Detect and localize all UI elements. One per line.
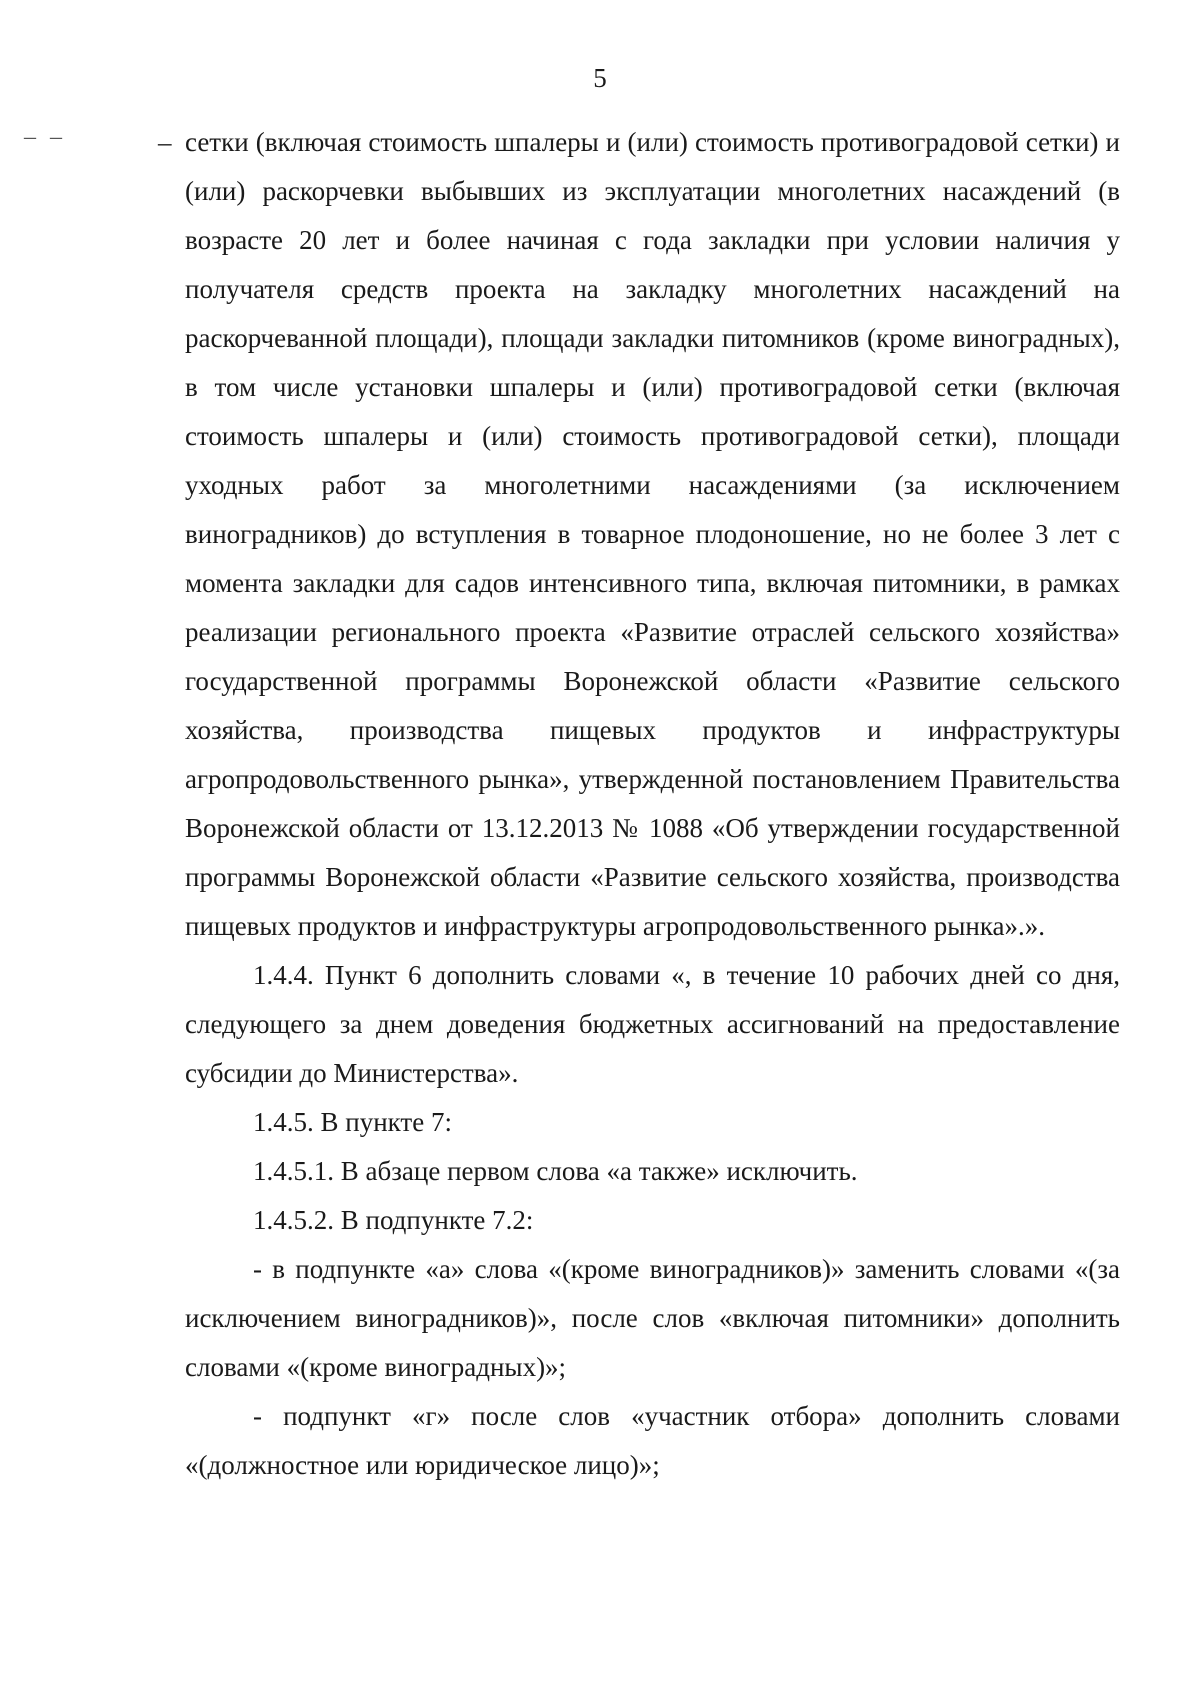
paragraph-continuation: сетки (включая стоимость шпалеры и (или) стоимость противоградовой сетки) и (или) раскорчевки выбывших из эксплуатации многолетних насаждений (в возрасте 20 лет и более начиная с года закладки при условии наличия у получателя средств проекта на закладку многолетних насаждений на раскорчеванной площади), площади закладки питомников (кроме виноградных), в том числе установки шпалеры и (или) противоградовой сетки (включая стоимость шпалеры и (или) стоимость противоградовой сетки), площади уходных работ за многолетними насаждениями (за исключением виноградников) до вступления в товарное плодоношение, но не более 3 лет с момента закладки для садов интенсивного типа, включая питомники, в рамках реализации регионального проекта «Развитие отраслей сельского хозяйства» государственной программы Воронежской области «Развитие сельского хозяйства, производства пищевых продуктов и инфраструктуры агропродовольственного рынка», утвержденной постановлением Правительства Воронежской области от 13.12.2013 № 1088 «Об утверждении государственной программы Воронежской области «Развитие сельского хозяйства, производства пищевых продуктов и инфраструктуры агропродовольственного рынка».». <box>185 127 1120 941</box>
document-body <box>158 118 1120 1490</box>
paragraph-subpoint-a: - в подпункте «а» слова «(кроме виноградников)» заменить словами «(за исключением виноградников)», после слов «включая питомники» дополнить словами «(кроме виноградных)»; <box>185 1254 1120 1382</box>
margin-mark: – – <box>24 124 66 150</box>
paragraph-1-4-4: 1.4.4. Пункт 6 дополнить словами «, в течение 10 рабочих дней со дня, следующего за днем доведения бюджетных ассигнований на предоставление субсидии до Министерства». <box>185 960 1120 1088</box>
paragraph-subpoint-g: - подпункт «г» после слов «участник отбора» дополнить словами «(должностное или юридическое лицо)»; <box>185 1401 1120 1480</box>
page-number: 5 <box>593 63 607 93</box>
paragraph-1-4-5-1: 1.4.5.1. В абзаце первом слова «а также» исключить. <box>253 1156 858 1186</box>
paragraph-1-4-5: 1.4.5. В пункте 7: <box>253 1107 452 1137</box>
leading-dash: – <box>158 127 172 157</box>
paragraph-1-4-5-2: 1.4.5.2. В подпункте 7.2: <box>253 1205 534 1235</box>
